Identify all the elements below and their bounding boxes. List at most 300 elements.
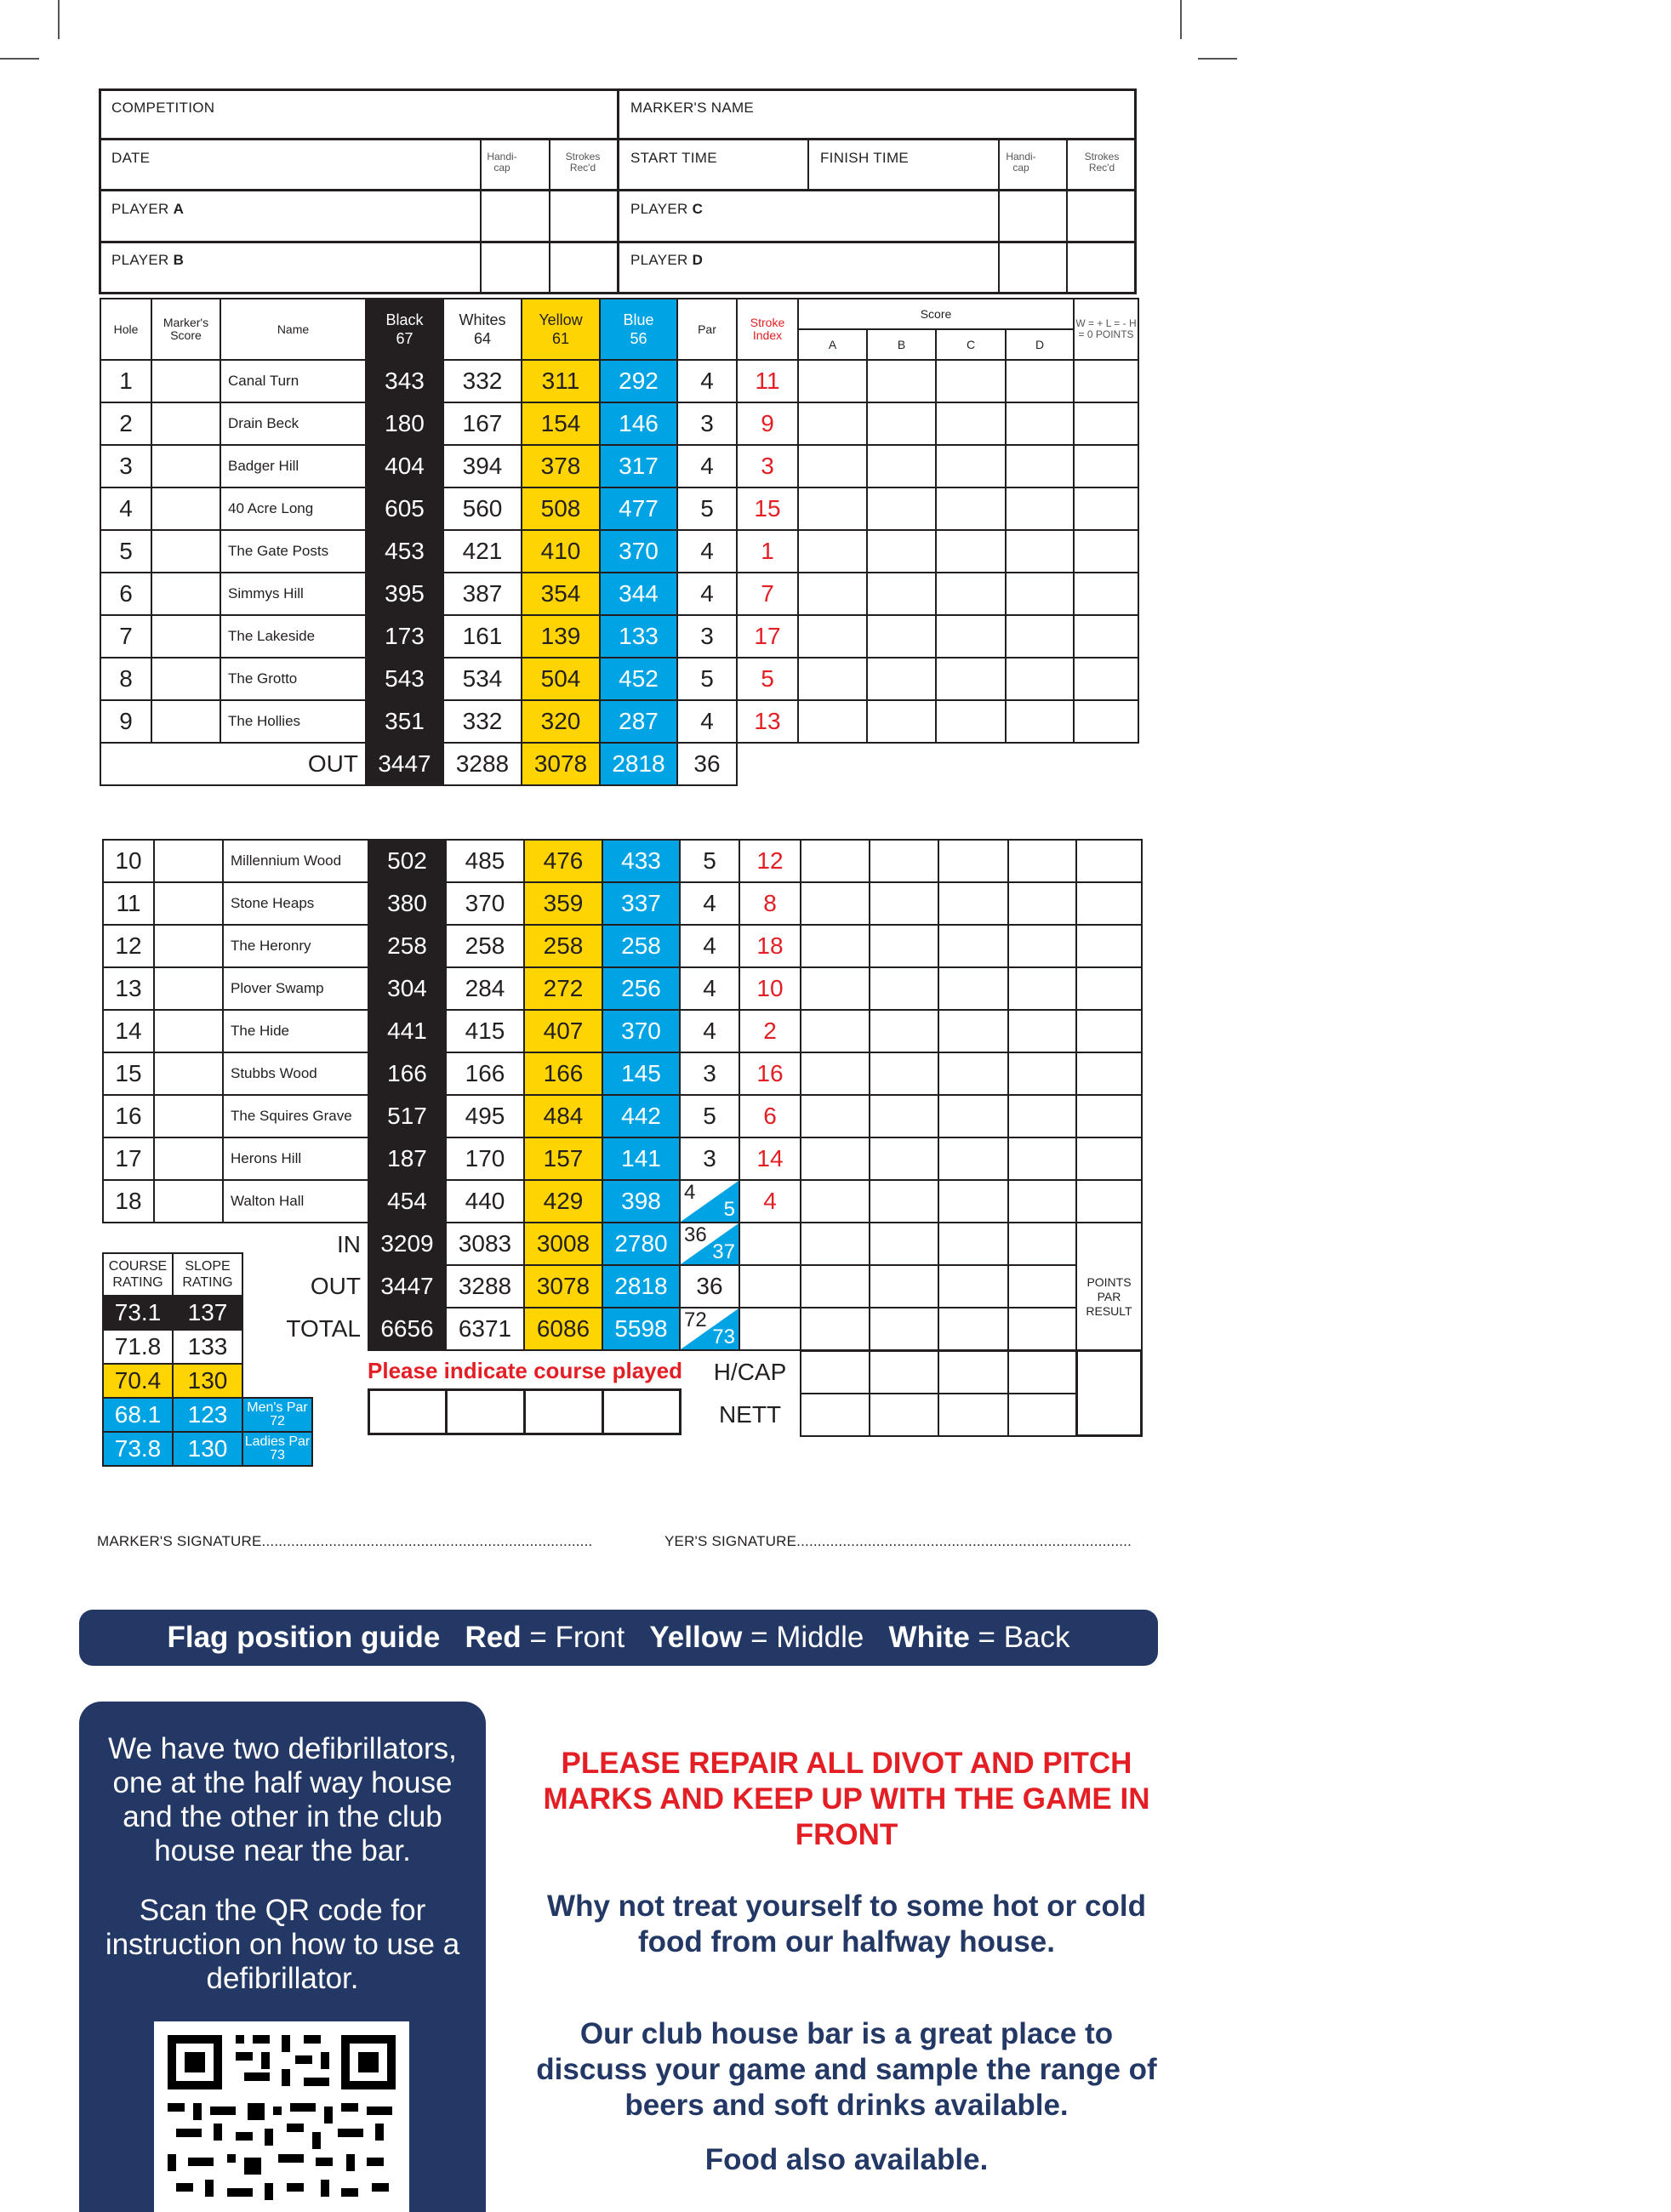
markers-signature[interactable]: MARKER'S SIGNATURE...............................................................................	[97, 1533, 593, 1549]
white-yardage: 166	[446, 1052, 524, 1095]
handicap-label: Handi- cap	[487, 151, 517, 174]
yellow-yardage: 258	[524, 925, 602, 967]
strokes-recd-label: Strokes Rec'd	[565, 151, 601, 174]
table-row	[103, 925, 1142, 967]
white-yardage: 485	[446, 840, 524, 882]
out-white: 3288	[443, 743, 522, 785]
par: 5	[677, 658, 737, 700]
par: 3	[677, 615, 737, 658]
black-yardage: 351	[366, 700, 443, 743]
table-row-18: 18 Walton Hall 454 440 429 398 4 5 4	[103, 1180, 1142, 1223]
whites-tee-header: Whites 64	[443, 299, 522, 360]
points-par-result: POINTS PAR RESULT	[1076, 1223, 1142, 1350]
hole: 10	[103, 840, 154, 882]
markers-score-cell[interactable]	[154, 1052, 223, 1095]
table-row	[100, 530, 1138, 573]
par: 4	[680, 1010, 739, 1052]
points-cell[interactable]	[1074, 615, 1138, 658]
food-message: Why not treat yourself to some hot or cold food from our halfway house.	[547, 1890, 1146, 1958]
blue-yardage: 141	[602, 1137, 680, 1180]
yellow-yardage: 359	[524, 882, 602, 925]
qr-code-icon[interactable]	[154, 2021, 409, 2212]
score-c-cell[interactable]	[938, 1010, 1008, 1052]
par: 4	[677, 530, 737, 573]
white-yardage: 394	[443, 445, 522, 487]
in-blue: 2780	[602, 1223, 680, 1265]
score-b-cell[interactable]	[870, 1052, 938, 1095]
stroke-index: 15	[737, 487, 798, 530]
hole: 3	[100, 445, 151, 487]
score-d-cell[interactable]	[1008, 1010, 1076, 1052]
hole: 9	[100, 700, 151, 743]
table-row	[103, 882, 1142, 925]
in-yellow: 3008	[524, 1223, 602, 1265]
score-b-cell[interactable]	[870, 967, 938, 1010]
markers-score-cell[interactable]	[151, 700, 220, 743]
points-cell[interactable]	[1074, 573, 1138, 615]
yellow-yardage: 410	[522, 530, 600, 573]
stroke-index: 8	[739, 882, 801, 925]
slope-rating-header: SLOPE RATING	[173, 1253, 242, 1296]
stroke-index: 12	[739, 840, 801, 882]
in-par-split: 36 37	[680, 1223, 739, 1265]
score-b-cell[interactable]	[867, 402, 936, 445]
score-c-cell[interactable]	[936, 360, 1006, 402]
hole: 13	[103, 967, 154, 1010]
course-played-label: Please indicate course played	[368, 1358, 682, 1383]
handicap-label-2: Handi- cap	[1006, 151, 1036, 174]
out-total-blue: 2818	[602, 1265, 680, 1308]
markers-score-cell[interactable]	[154, 840, 223, 882]
hole-name: Canal Turn	[220, 360, 366, 402]
par: 4	[680, 925, 739, 967]
markers-score-cell[interactable]	[151, 615, 220, 658]
points-cell[interactable]	[1076, 882, 1142, 925]
par: 3	[680, 1052, 739, 1095]
hole: 14	[103, 1010, 154, 1052]
score-a-cell[interactable]	[801, 1010, 870, 1052]
hole-name: Stubbs Wood	[223, 1052, 368, 1095]
score-b-cell[interactable]	[870, 882, 938, 925]
score-c-cell[interactable]	[938, 1137, 1008, 1180]
yellow-yardage: 166	[524, 1052, 602, 1095]
yellow-yardage: 139	[522, 615, 600, 658]
start-time-label: START TIME	[630, 150, 717, 166]
yellow-yardage: 484	[524, 1095, 602, 1137]
black-yardage: 173	[366, 615, 443, 658]
markers-score-cell[interactable]	[154, 967, 223, 1010]
blue-tee-header: Blue 56	[600, 299, 677, 360]
finish-time-label: FINISH TIME	[820, 150, 910, 166]
out-total-par: 36	[680, 1265, 739, 1308]
total-label: TOTAL	[286, 1315, 361, 1342]
score-b-cell[interactable]	[870, 1137, 938, 1180]
yellow-yardage: 157	[524, 1137, 602, 1180]
markers-score-cell[interactable]	[151, 658, 220, 700]
yellow-yardage: 476	[524, 840, 602, 882]
score-a-cell[interactable]	[798, 573, 867, 615]
hole-name: The Heronry	[223, 925, 368, 967]
score-c-cell[interactable]	[936, 530, 1006, 573]
blue-yardage: 433	[602, 840, 680, 882]
score-d-cell[interactable]	[1006, 658, 1074, 700]
black-yardage: 180	[366, 402, 443, 445]
hole-name: Herons Hill	[223, 1137, 368, 1180]
par: 4	[677, 700, 737, 743]
score-b-cell[interactable]	[867, 445, 936, 487]
score-b-cell[interactable]	[867, 573, 936, 615]
markers-score-cell[interactable]	[151, 487, 220, 530]
points-cell[interactable]	[1074, 700, 1138, 743]
score-d-cell[interactable]	[1008, 925, 1076, 967]
crop-mark	[1198, 58, 1237, 60]
score-a-cell[interactable]	[801, 925, 870, 967]
markers-score-cell[interactable]	[154, 1095, 223, 1137]
course-box-yellow[interactable]	[525, 1390, 603, 1434]
points-legend-header: W = + L = - H = 0 POINTS	[1074, 299, 1138, 360]
markers-score-cell[interactable]	[154, 1010, 223, 1052]
blue-yardage: 442	[602, 1095, 680, 1137]
table-row	[103, 967, 1142, 1010]
score-b-cell[interactable]	[867, 615, 936, 658]
hole-name: Simmys Hill	[220, 573, 366, 615]
par: 4	[677, 573, 737, 615]
white-yardage: 332	[443, 360, 522, 402]
white-yardage: 560	[443, 487, 522, 530]
strokes-recd-label-2: Strokes Rec'd	[1084, 151, 1120, 174]
score-a-cell[interactable]	[798, 700, 867, 743]
points-cell[interactable]	[1074, 658, 1138, 700]
blue-yardage: 146	[600, 402, 677, 445]
score-d-cell[interactable]	[1008, 840, 1076, 882]
stroke-index: 9	[737, 402, 798, 445]
hole-name: Plover Swamp	[223, 967, 368, 1010]
competition-label: COMPETITION	[111, 100, 215, 116]
total-white: 6371	[446, 1308, 524, 1350]
hcap-label: H/CAP	[713, 1358, 787, 1385]
out-total-yellow: 3078	[524, 1265, 602, 1308]
blue-yardage: 370	[600, 530, 677, 573]
score-a-cell[interactable]	[801, 1095, 870, 1137]
score-a-cell[interactable]	[801, 967, 870, 1010]
score-a-cell[interactable]	[798, 445, 867, 487]
course-rating-header: COURSE RATING	[103, 1253, 173, 1296]
par: 4	[680, 967, 739, 1010]
yellow-yardage: 311	[522, 360, 600, 402]
blue-yardage: 133	[600, 615, 677, 658]
players-signature[interactable]: YER'S SIGNATURE................................................................................	[664, 1533, 1132, 1549]
score-c-cell[interactable]	[938, 1095, 1008, 1137]
score-b-cell[interactable]	[870, 925, 938, 967]
score-b-cell[interactable]	[867, 487, 936, 530]
score-a-cell[interactable]	[801, 1137, 870, 1180]
points-result-box[interactable]	[1076, 1351, 1141, 1436]
score-d-cell[interactable]	[1008, 882, 1076, 925]
crop-mark	[0, 58, 39, 60]
stroke-index: 5	[737, 658, 798, 700]
out-yellow: 3078	[522, 743, 600, 785]
markers-score-cell[interactable]	[154, 1137, 223, 1180]
course-box-black[interactable]	[369, 1390, 447, 1434]
ratings-table: COURSE RATING SLOPE RATING 73.1 137 71.8 133 70.4 130 68.1 123 Men's Par 72 73.8 130 Ladies Par 73	[102, 1252, 313, 1467]
stroke-index: 7	[737, 573, 798, 615]
black-yardage: 343	[366, 360, 443, 402]
par: 4	[677, 360, 737, 402]
hole: 11	[103, 882, 154, 925]
score-c-cell[interactable]	[936, 402, 1006, 445]
hole: 1	[100, 360, 151, 402]
blue-yardage: 344	[600, 573, 677, 615]
points-cell[interactable]	[1076, 1095, 1142, 1137]
score-a-cell[interactable]	[801, 882, 870, 925]
score-d-cell[interactable]	[1006, 487, 1074, 530]
name-header: Name	[220, 299, 366, 360]
score-b-cell[interactable]	[867, 360, 936, 402]
hcap-nett-table	[700, 1349, 1143, 1437]
front-nine-table	[100, 298, 1139, 786]
total-blue: 5598	[602, 1308, 680, 1350]
hole18-par-split: 4 5	[680, 1180, 739, 1223]
hole: 5	[100, 530, 151, 573]
mens-par-note: Men's Par 72	[242, 1398, 312, 1432]
player-c-label: PLAYER C	[630, 201, 704, 217]
stroke-index-header: Stroke Index	[737, 299, 798, 360]
yellow-yardage: 354	[522, 573, 600, 615]
score-b-cell[interactable]	[867, 700, 936, 743]
markers-score-cell[interactable]	[151, 402, 220, 445]
yellow-yardage: 320	[522, 700, 600, 743]
points-cell[interactable]	[1076, 1137, 1142, 1180]
course-box-blue[interactable]	[603, 1390, 681, 1434]
black-yardage: 304	[368, 967, 446, 1010]
out-label: OUT	[100, 743, 366, 785]
hole-header: Hole	[100, 299, 151, 360]
table-row	[100, 658, 1138, 700]
hole: 6	[100, 573, 151, 615]
score-d-cell[interactable]	[1008, 967, 1076, 1010]
markers-score-cell[interactable]	[151, 530, 220, 573]
markers-score-cell[interactable]	[151, 360, 220, 402]
hole-name: Drain Beck	[220, 402, 366, 445]
score-c-cell[interactable]	[938, 925, 1008, 967]
blue-yardage: 287	[600, 700, 677, 743]
score-c-cell[interactable]	[938, 840, 1008, 882]
markers-score-cell[interactable]	[154, 882, 223, 925]
points-cell[interactable]	[1076, 967, 1142, 1010]
blue-yardage: 370	[602, 1010, 680, 1052]
markers-score-cell[interactable]	[151, 573, 220, 615]
score-b-cell[interactable]	[867, 658, 936, 700]
white-yardage: 387	[443, 573, 522, 615]
out-total-black: 3447	[368, 1265, 446, 1308]
score-d-cell[interactable]	[1008, 1052, 1076, 1095]
hole-name: The Grotto	[220, 658, 366, 700]
hole: 16	[103, 1095, 154, 1137]
score-a-cell[interactable]	[798, 402, 867, 445]
stroke-index: 1	[737, 530, 798, 573]
score-d-cell[interactable]	[1006, 445, 1074, 487]
points-cell[interactable]	[1076, 1010, 1142, 1052]
score-a-cell[interactable]	[801, 1052, 870, 1095]
hole: 12	[103, 925, 154, 967]
hole-name: Millennium Wood	[223, 840, 368, 882]
score-b-cell[interactable]	[867, 530, 936, 573]
stroke-index: 17	[737, 615, 798, 658]
markers-score-cell[interactable]	[154, 925, 223, 967]
in-black: 3209	[368, 1223, 446, 1265]
player-b-score-header: B	[867, 329, 936, 360]
nett-label: NETT	[718, 1400, 782, 1428]
white-yardage: 167	[443, 402, 522, 445]
blue-yardage: 317	[600, 445, 677, 487]
white-yardage: 370	[446, 882, 524, 925]
player-a-label: PLAYER A	[111, 201, 185, 217]
player-b-label: PLAYER B	[111, 252, 185, 268]
out-total-white: 3288	[446, 1265, 524, 1308]
black-yardage: 543	[366, 658, 443, 700]
hole-name: The Hollies	[220, 700, 366, 743]
black-yardage: 395	[366, 573, 443, 615]
hole-name: 40 Acre Long	[220, 487, 366, 530]
table-row	[100, 445, 1138, 487]
course-box-white[interactable]	[447, 1390, 525, 1434]
score-c-cell[interactable]	[938, 967, 1008, 1010]
table-row	[100, 700, 1138, 743]
score-b-cell[interactable]	[870, 1010, 938, 1052]
hole-name: The Lakeside	[220, 615, 366, 658]
table-row	[103, 1095, 1142, 1137]
blue-yardage: 258	[602, 925, 680, 967]
table-row	[103, 840, 1142, 882]
score-d-cell[interactable]	[1006, 700, 1074, 743]
hole: 7	[100, 615, 151, 658]
score-d-cell[interactable]	[1008, 1095, 1076, 1137]
markers-score-cell[interactable]	[151, 445, 220, 487]
white-yardage: 258	[446, 925, 524, 967]
total-yellow: 6086	[524, 1308, 602, 1350]
points-cell[interactable]	[1074, 487, 1138, 530]
points-cell[interactable]	[1074, 402, 1138, 445]
black-yardage: 453	[366, 530, 443, 573]
course-played-boxes	[368, 1388, 682, 1435]
score-a-cell[interactable]	[798, 615, 867, 658]
score-a-cell[interactable]	[798, 487, 867, 530]
score-c-cell[interactable]	[936, 445, 1006, 487]
stroke-index: 13	[737, 700, 798, 743]
in-white: 3083	[446, 1223, 524, 1265]
score-d-cell[interactable]	[1006, 402, 1074, 445]
white-yardage: 161	[443, 615, 522, 658]
yellow-tee-header: Yellow 61	[522, 299, 600, 360]
score-a-cell[interactable]	[798, 360, 867, 402]
score-b-cell[interactable]	[870, 840, 938, 882]
hole-name: The Hide	[223, 1010, 368, 1052]
score-c-cell[interactable]	[938, 882, 1008, 925]
markers-name-label: MARKER'S NAME	[630, 100, 755, 116]
score-a-cell[interactable]	[801, 840, 870, 882]
flag-position-guide: Flag position guide Red = Front Yellow = Middle White = Back	[79, 1610, 1158, 1666]
score-a-cell[interactable]	[798, 658, 867, 700]
par: 4	[677, 445, 737, 487]
white-yardage: 534	[443, 658, 522, 700]
white-yardage: 421	[443, 530, 522, 573]
score-d-cell[interactable]	[1008, 1137, 1076, 1180]
hole-name: Stone Heaps	[223, 882, 368, 925]
score-a-cell[interactable]	[798, 530, 867, 573]
score-d-cell[interactable]	[1006, 530, 1074, 573]
score-d-cell[interactable]	[1006, 360, 1074, 402]
out-black: 3447	[366, 743, 443, 785]
black-yardage: 502	[368, 840, 446, 882]
player-c-score-header: C	[936, 329, 1006, 360]
date-label: DATE	[111, 150, 151, 166]
par-header: Par	[677, 299, 737, 360]
hole: 15	[103, 1052, 154, 1095]
in-label: IN	[337, 1230, 361, 1257]
table-row	[103, 1010, 1142, 1052]
total-black: 6656	[368, 1308, 446, 1350]
score-c-cell[interactable]	[936, 487, 1006, 530]
player-d-label: PLAYER D	[630, 252, 704, 268]
score-c-cell[interactable]	[936, 658, 1006, 700]
points-cell[interactable]	[1076, 840, 1142, 882]
par: 3	[677, 402, 737, 445]
white-yardage: 284	[446, 967, 524, 1010]
black-yardage: 404	[366, 445, 443, 487]
yellow-yardage: 154	[522, 402, 600, 445]
points-cell[interactable]	[1074, 360, 1138, 402]
hole-name: The Squires Grave	[223, 1095, 368, 1137]
stroke-index: 10	[739, 967, 801, 1010]
black-yardage: 258	[368, 925, 446, 967]
markers-score-header: Marker's Score	[151, 299, 220, 360]
yellow-yardage: 378	[522, 445, 600, 487]
black-yardage: 605	[366, 487, 443, 530]
score-c-cell[interactable]	[936, 615, 1006, 658]
repair-message: PLEASE REPAIR ALL DIVOT AND PITCH MARKS AND KEEP UP WITH THE GAME IN FRONT	[543, 1747, 1150, 1851]
bar-message: Our club house bar is a great place to discuss your game and sample the range of beers and soft drinks available.	[536, 2017, 1157, 2122]
score-d-cell[interactable]	[1006, 615, 1074, 658]
table-row	[100, 573, 1138, 615]
food-available-message: Food also available.	[704, 2143, 989, 2176]
points-cell[interactable]	[1076, 925, 1142, 967]
black-yardage: 187	[368, 1137, 446, 1180]
blue-yardage: 477	[600, 487, 677, 530]
points-cell[interactable]	[1076, 1052, 1142, 1095]
score-d-cell[interactable]	[1006, 573, 1074, 615]
points-cell[interactable]	[1074, 530, 1138, 573]
hole: 4	[100, 487, 151, 530]
hole: 17	[103, 1137, 154, 1180]
par: 3	[680, 1137, 739, 1180]
stroke-index: 16	[739, 1052, 801, 1095]
points-cell[interactable]	[1074, 445, 1138, 487]
black-yardage: 441	[368, 1010, 446, 1052]
score-c-cell[interactable]	[936, 700, 1006, 743]
blue-yardage: 452	[600, 658, 677, 700]
out-total-label: OUT	[310, 1273, 361, 1299]
out-par: 36	[677, 743, 737, 785]
table-row	[100, 615, 1138, 658]
white-yardage: 332	[443, 700, 522, 743]
black-yardage: 166	[368, 1052, 446, 1095]
score-c-cell[interactable]	[938, 1052, 1008, 1095]
stroke-index: 6	[739, 1095, 801, 1137]
score-c-cell[interactable]	[936, 573, 1006, 615]
stroke-index: 11	[737, 360, 798, 402]
table-row	[103, 1052, 1142, 1095]
score-b-cell[interactable]	[870, 1095, 938, 1137]
